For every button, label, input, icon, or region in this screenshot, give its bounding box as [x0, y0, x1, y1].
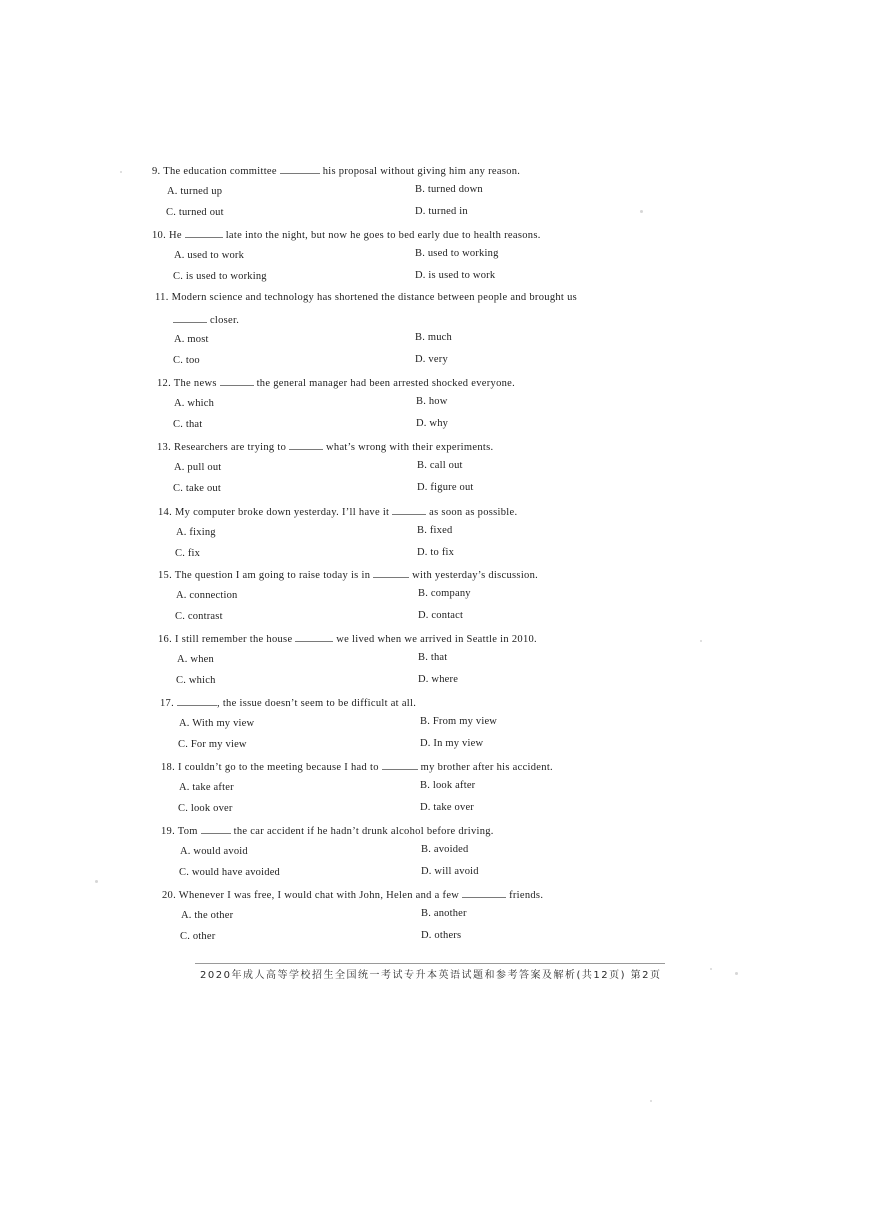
question-stem-end: what’s wrong with their experiments.	[326, 442, 494, 453]
answer-blank	[295, 632, 333, 642]
question-19	[161, 824, 494, 837]
answer-blank	[185, 228, 223, 238]
option-c[interactable]: C. too	[173, 355, 200, 366]
question-stem-end: , the issue doesn’t seem to be difficult at all.	[216, 698, 417, 709]
question-9	[152, 164, 520, 177]
option-a[interactable]: A. pull out	[174, 462, 222, 473]
option-b[interactable]: B. avoided	[421, 844, 469, 855]
question-stem-start: I still remember the house	[174, 634, 293, 645]
option-b[interactable]: B. that	[418, 652, 448, 663]
page-footer: 2020年成人高等学校招生全国统一考试专升本英语试题和参考答案及解析(共12页) 第2页	[200, 970, 662, 981]
answer-blank	[280, 164, 320, 174]
answer-blank	[382, 760, 418, 770]
option-a[interactable]: A. would avoid	[180, 846, 248, 857]
question-stem-start: The news	[173, 378, 217, 389]
question-number: 9.	[152, 166, 161, 177]
question-stem-end: the car accident if he hadn’t drunk alcohol before driving.	[233, 826, 494, 837]
option-c[interactable]: C. take out	[173, 483, 221, 494]
question-stem-start: Whenever I was free, I would chat with John, Helen and a few	[178, 890, 460, 901]
question-stem-end: friends.	[509, 890, 544, 901]
option-d[interactable]: D. turned in	[415, 206, 468, 217]
option-d[interactable]: D. where	[418, 674, 459, 685]
option-b[interactable]: B. another	[421, 908, 467, 919]
option-b[interactable]: B. call out	[417, 460, 463, 471]
option-b[interactable]: B. company	[418, 588, 471, 599]
answer-blank	[220, 376, 254, 386]
answer-blank	[201, 824, 231, 834]
option-d[interactable]: D. very	[415, 354, 448, 365]
question-13	[157, 440, 493, 453]
option-b[interactable]: B. fixed	[417, 525, 453, 536]
option-d[interactable]: D. In my view	[420, 738, 484, 749]
option-a[interactable]: A. which	[174, 398, 215, 409]
option-a[interactable]: A. connection	[176, 590, 238, 601]
answer-blank	[289, 440, 323, 450]
option-a[interactable]: A. used to work	[174, 250, 245, 261]
scan-speck	[640, 210, 643, 213]
option-c[interactable]: C. would have avoided	[179, 867, 281, 878]
option-d[interactable]: D. why	[416, 418, 449, 429]
option-b[interactable]: B. used to working	[415, 248, 499, 259]
footer-divider	[195, 963, 665, 964]
option-d[interactable]: D. take over	[420, 802, 475, 813]
question-stem-end: my brother after his accident.	[420, 762, 553, 773]
option-c[interactable]: C. which	[176, 675, 216, 686]
question-number: 20.	[162, 890, 177, 901]
question-stem-start: I couldn’t go to the meeting because I had to	[177, 762, 379, 773]
option-c[interactable]: C. contrast	[175, 611, 223, 622]
option-d[interactable]: D. figure out	[417, 482, 474, 493]
question-14	[158, 505, 517, 518]
question-number: 15.	[158, 570, 173, 581]
question-number: 18.	[161, 762, 176, 773]
question-20	[162, 888, 543, 901]
option-d[interactable]: D. to fix	[417, 547, 455, 558]
question-stem-start: My computer broke down yesterday. I’ll have it	[174, 507, 390, 518]
option-c[interactable]: C. is used to working	[173, 271, 267, 282]
question-number: 16.	[158, 634, 173, 645]
question-number: 12.	[157, 378, 172, 389]
scan-speck	[95, 880, 98, 883]
answer-blank	[462, 888, 506, 898]
option-c[interactable]: C. look over	[178, 803, 233, 814]
scan-speck	[735, 972, 738, 975]
option-a[interactable]: A. when	[177, 654, 214, 665]
question-stem-end: with yesterday’s discussion.	[412, 570, 539, 581]
option-c[interactable]: C. fix	[175, 548, 201, 559]
option-b[interactable]: B. turned down	[415, 184, 483, 195]
question-stem-continuation	[173, 313, 239, 326]
scan-speck	[700, 640, 702, 642]
scan-speck	[650, 1100, 652, 1102]
question-stem-start: The question I am going to raise today is in	[174, 570, 371, 581]
question-stem-start: He	[168, 230, 182, 241]
question-18	[161, 760, 553, 773]
option-a[interactable]: A. the other	[181, 910, 234, 921]
question-stem-end: the general manager had been arrested shocked everyone.	[256, 378, 516, 389]
question-stem-end: as soon as possible.	[429, 507, 518, 518]
question-stem-start: Tom	[177, 826, 198, 837]
option-a[interactable]: A. fixing	[176, 527, 216, 538]
option-d[interactable]: D. will avoid	[421, 866, 479, 877]
question-17	[160, 696, 416, 709]
question-15	[158, 568, 538, 581]
question-stem-word: closer.	[209, 315, 240, 326]
option-b[interactable]: B. From my view	[420, 716, 498, 727]
question-number: 11.	[155, 292, 169, 303]
option-a[interactable]: A. take after	[179, 782, 234, 793]
question-stem-end: we lived when we arrived in Seattle in 2010.	[336, 634, 537, 645]
question-number: 10.	[152, 230, 167, 241]
option-c[interactable]: C. turned out	[166, 207, 224, 218]
option-c[interactable]: C. that	[173, 419, 203, 430]
option-a[interactable]: A. turned up	[167, 186, 223, 197]
answer-blank	[173, 313, 207, 323]
option-c[interactable]: C. For my view	[178, 739, 247, 750]
question-16	[158, 632, 537, 645]
question-number: 13.	[157, 442, 172, 453]
question-12	[157, 376, 515, 389]
question-stem-end: late into the night, but now he goes to bed early due to health reasons.	[225, 230, 541, 241]
question-number: 19.	[161, 826, 176, 837]
option-b[interactable]: B. much	[415, 332, 452, 343]
option-c[interactable]: C. other	[180, 931, 216, 942]
option-d[interactable]: D. is used to work	[415, 270, 496, 281]
scan-speck	[120, 171, 122, 173]
answer-blank	[392, 505, 426, 515]
question-number: 17.	[160, 698, 175, 709]
answer-blank	[373, 568, 409, 578]
option-a[interactable]: A. With my view	[179, 718, 255, 729]
question-stem-start: Researchers are trying to	[173, 442, 287, 453]
question-stem-start: The education committee	[163, 166, 277, 177]
option-d[interactable]: D. others	[421, 930, 462, 941]
option-b[interactable]: B. look after	[420, 780, 476, 791]
option-a[interactable]: A. most	[174, 334, 209, 345]
question-number: 14.	[158, 507, 173, 518]
question-stem-end: his proposal without giving him any reason.	[322, 166, 521, 177]
answer-blank	[177, 696, 217, 706]
scan-speck	[710, 968, 712, 970]
option-b[interactable]: B. how	[416, 396, 448, 407]
option-d[interactable]: D. contact	[418, 610, 464, 621]
question-stem-start: Modern science and technology has shortened the distance between people and brought us	[171, 292, 578, 303]
question-10	[152, 228, 541, 241]
question-11	[155, 292, 577, 303]
